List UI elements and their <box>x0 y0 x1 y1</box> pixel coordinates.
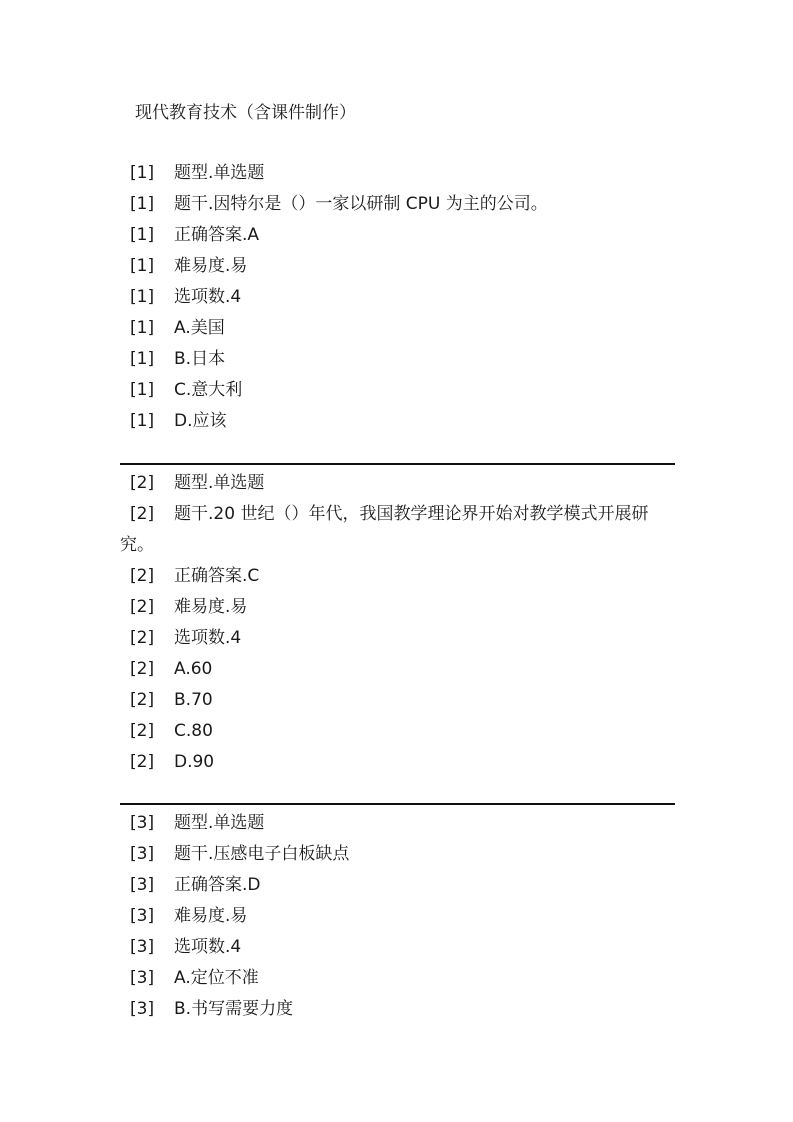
question-number: [1] <box>130 287 155 307</box>
answer-line <box>120 870 675 901</box>
question-type: 题型.单选题 <box>174 473 265 493</box>
option-line <box>120 375 675 406</box>
question-type: 题型.单选题 <box>174 813 265 833</box>
question-number: [2] <box>130 659 155 679</box>
option-count: 选项数.4 <box>174 628 242 648</box>
question-type-line <box>120 468 675 499</box>
question-number: [1] <box>130 318 155 338</box>
question-number: [3] <box>130 999 155 1019</box>
question-number: [3] <box>130 906 155 926</box>
correct-answer: 正确答案.C <box>174 566 260 586</box>
question-number: [3] <box>130 813 155 833</box>
option-d: D.应该 <box>174 411 227 431</box>
option-line <box>120 994 675 1025</box>
question-stem: 题干.因特尔是（）一家以研制 CPU 为主的公司。 <box>174 194 548 214</box>
difficulty: 难易度.易 <box>174 597 248 617</box>
question-type: 题型.单选题 <box>174 163 265 183</box>
option-a: A.定位不准 <box>174 968 259 988</box>
question-number: [1] <box>130 225 155 245</box>
option-count-line <box>120 623 675 654</box>
document-title: 现代教育技术（含课件制作） <box>135 103 356 123</box>
question-type-line <box>120 158 675 189</box>
question-number: [2] <box>130 597 155 617</box>
correct-answer: 正确答案.A <box>174 225 260 245</box>
option-line <box>120 685 675 716</box>
question-number: [3] <box>130 844 155 864</box>
option-count: 选项数.4 <box>174 287 242 307</box>
answer-line <box>120 220 675 251</box>
question-number: [1] <box>130 256 155 276</box>
option-line <box>120 716 675 747</box>
option-line <box>120 313 675 344</box>
option-line <box>120 963 675 994</box>
question-number: [1] <box>130 194 155 214</box>
option-b: B.书写需要力度 <box>174 999 294 1019</box>
option-line <box>120 406 675 437</box>
option-d: D.90 <box>174 752 215 772</box>
question-number: [2] <box>130 628 155 648</box>
question-number: [1] <box>130 411 155 431</box>
question-number: [2] <box>130 473 155 493</box>
question-number: [2] <box>130 690 155 710</box>
option-count-line <box>120 282 675 313</box>
question-stem: 题干.压感电子白板缺点 <box>174 844 350 864</box>
option-count-line <box>120 932 675 963</box>
correct-answer: 正确答案.D <box>174 875 261 895</box>
option-line <box>120 654 675 685</box>
difficulty: 难易度.易 <box>174 906 248 926</box>
question-number: [2] <box>130 752 155 772</box>
question-stem-line <box>120 189 675 220</box>
option-b: B.70 <box>174 690 213 710</box>
difficulty-line <box>120 592 675 623</box>
question-type-line <box>120 808 675 839</box>
option-count: 选项数.4 <box>174 937 242 957</box>
option-b: B.日本 <box>174 349 226 369</box>
question-stem-continued: 究。 <box>120 535 154 555</box>
option-a: A.美国 <box>174 318 225 338</box>
question-number: [3] <box>130 875 155 895</box>
difficulty: 难易度.易 <box>174 256 248 276</box>
question-number: [1] <box>130 349 155 369</box>
question-number: [1] <box>130 380 155 400</box>
question-block-1 <box>120 158 675 437</box>
question-stem: 题干.20 世纪（）年代，我国教学理论界开始对教学模式开展研 <box>174 504 649 524</box>
question-number: [2] <box>130 721 155 741</box>
question-number: [2] <box>130 504 155 524</box>
option-line <box>120 344 675 375</box>
difficulty-line <box>120 251 675 282</box>
option-line <box>120 747 675 778</box>
option-c: C.80 <box>174 721 213 741</box>
option-c: C.意大利 <box>174 380 243 400</box>
question-stem-line <box>120 839 675 870</box>
question-number: [2] <box>130 566 155 586</box>
question-number: [1] <box>130 163 155 183</box>
question-number: [3] <box>130 968 155 988</box>
answer-line <box>120 561 675 592</box>
question-block-2 <box>120 463 675 778</box>
question-number: [3] <box>130 937 155 957</box>
question-stem-line <box>120 499 675 561</box>
difficulty-line <box>120 901 675 932</box>
question-block-3 <box>120 803 675 1025</box>
option-a: A.60 <box>174 659 213 679</box>
